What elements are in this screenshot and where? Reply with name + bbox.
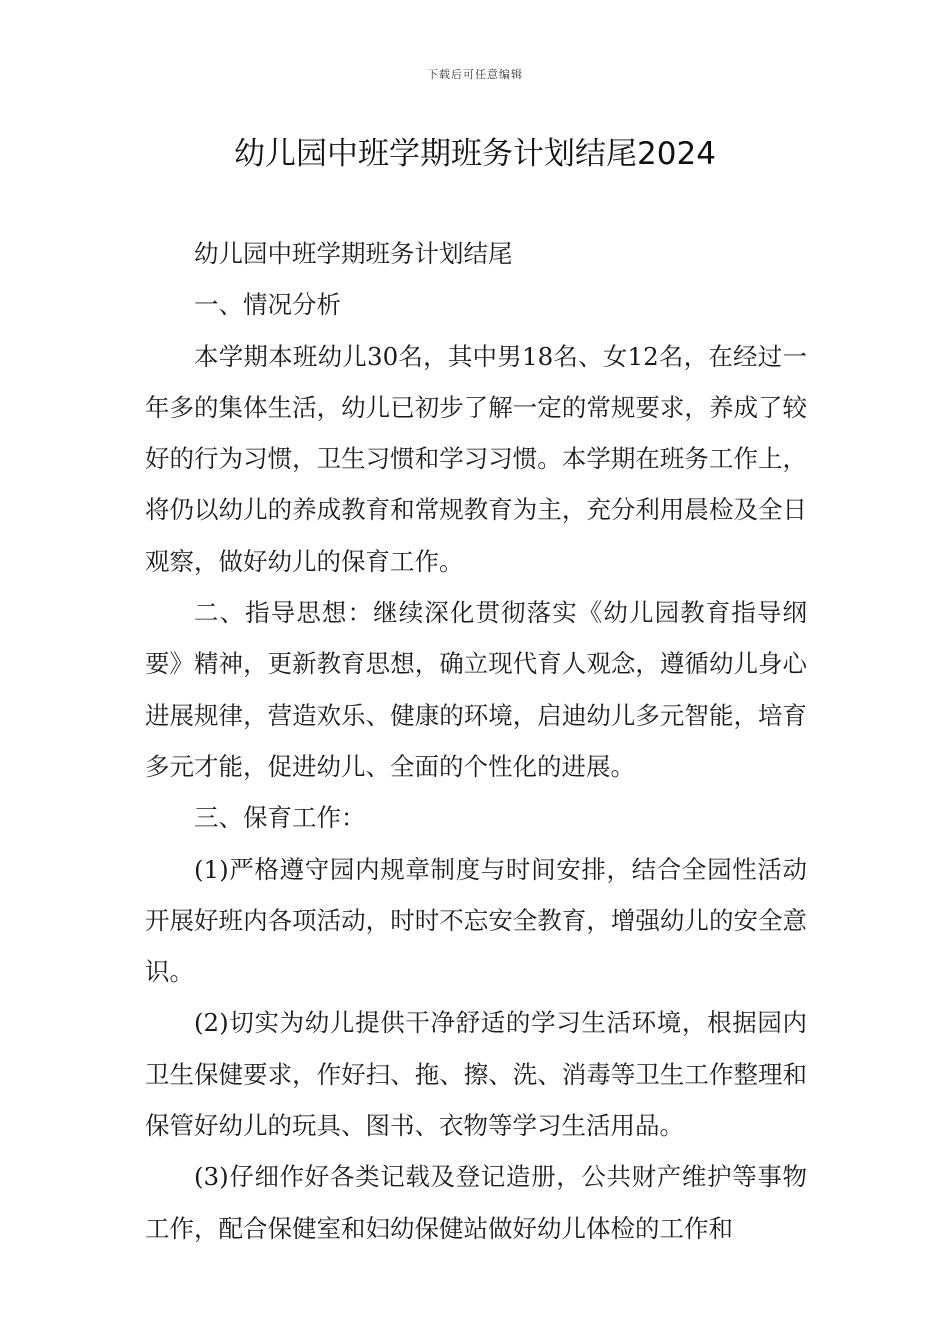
document-title: 幼儿园中班学期班务计划结尾2024 (234, 136, 716, 172)
header-note: 下载后可任意编辑 (427, 68, 523, 81)
paragraph-subtitle: 幼儿园中班学期班务计划结尾 (194, 239, 513, 268)
paragraph-section-3-heading: 三、保育工作： (194, 803, 366, 833)
paragraph-section-1-heading: 一、情况分析 (194, 290, 341, 320)
paragraph-item-3: (3)仔细作好各类记载及登记造册，公共财产维护等事物工作，配合保健室和妇幼保健站做好幼儿体检的工作和 (145, 1162, 807, 1243)
paragraph-item-1: (1)严格遵守园内规章制度与时间安排，结合全园性活动开展好班内各项活动，时时不忘安全教育，增强幼儿的安全意识。 (145, 854, 807, 987)
paragraph-situation-analysis: 本学期本班幼儿30名，其中男18名、女12名，在经过一年多的集体生活，幼儿已初步了解一定的常规要求，养成了较好的行为习惯，卫生习惯和学习习惯。本学期在班务工作上，将仍以幼儿的养成教育和常规教育为主，充分利用晨检及全日观察，做好幼儿的保育工作。 (145, 341, 807, 576)
paragraph-item-2: (2)切实为幼儿提供干净舒适的学习生活环境，根据园内卫生保健要求，作好扫、拖、擦、洗、消毒等卫生工作整理和保管好幼儿的玩具、图书、衣物等学习生活用品。 (145, 1008, 807, 1141)
document-body (145, 228, 807, 1254)
paragraph-guiding-ideology: 二、指导思想：继续深化贯彻落实《幼儿园教育指导纲要》精神，更新教育思想，确立现代育人观念，遵循幼儿身心进展规律，营造欢乐、健康的环境，启迪幼儿多元智能，培育多元才能，促进幼儿、全面的个性化的进展。 (145, 598, 807, 781)
